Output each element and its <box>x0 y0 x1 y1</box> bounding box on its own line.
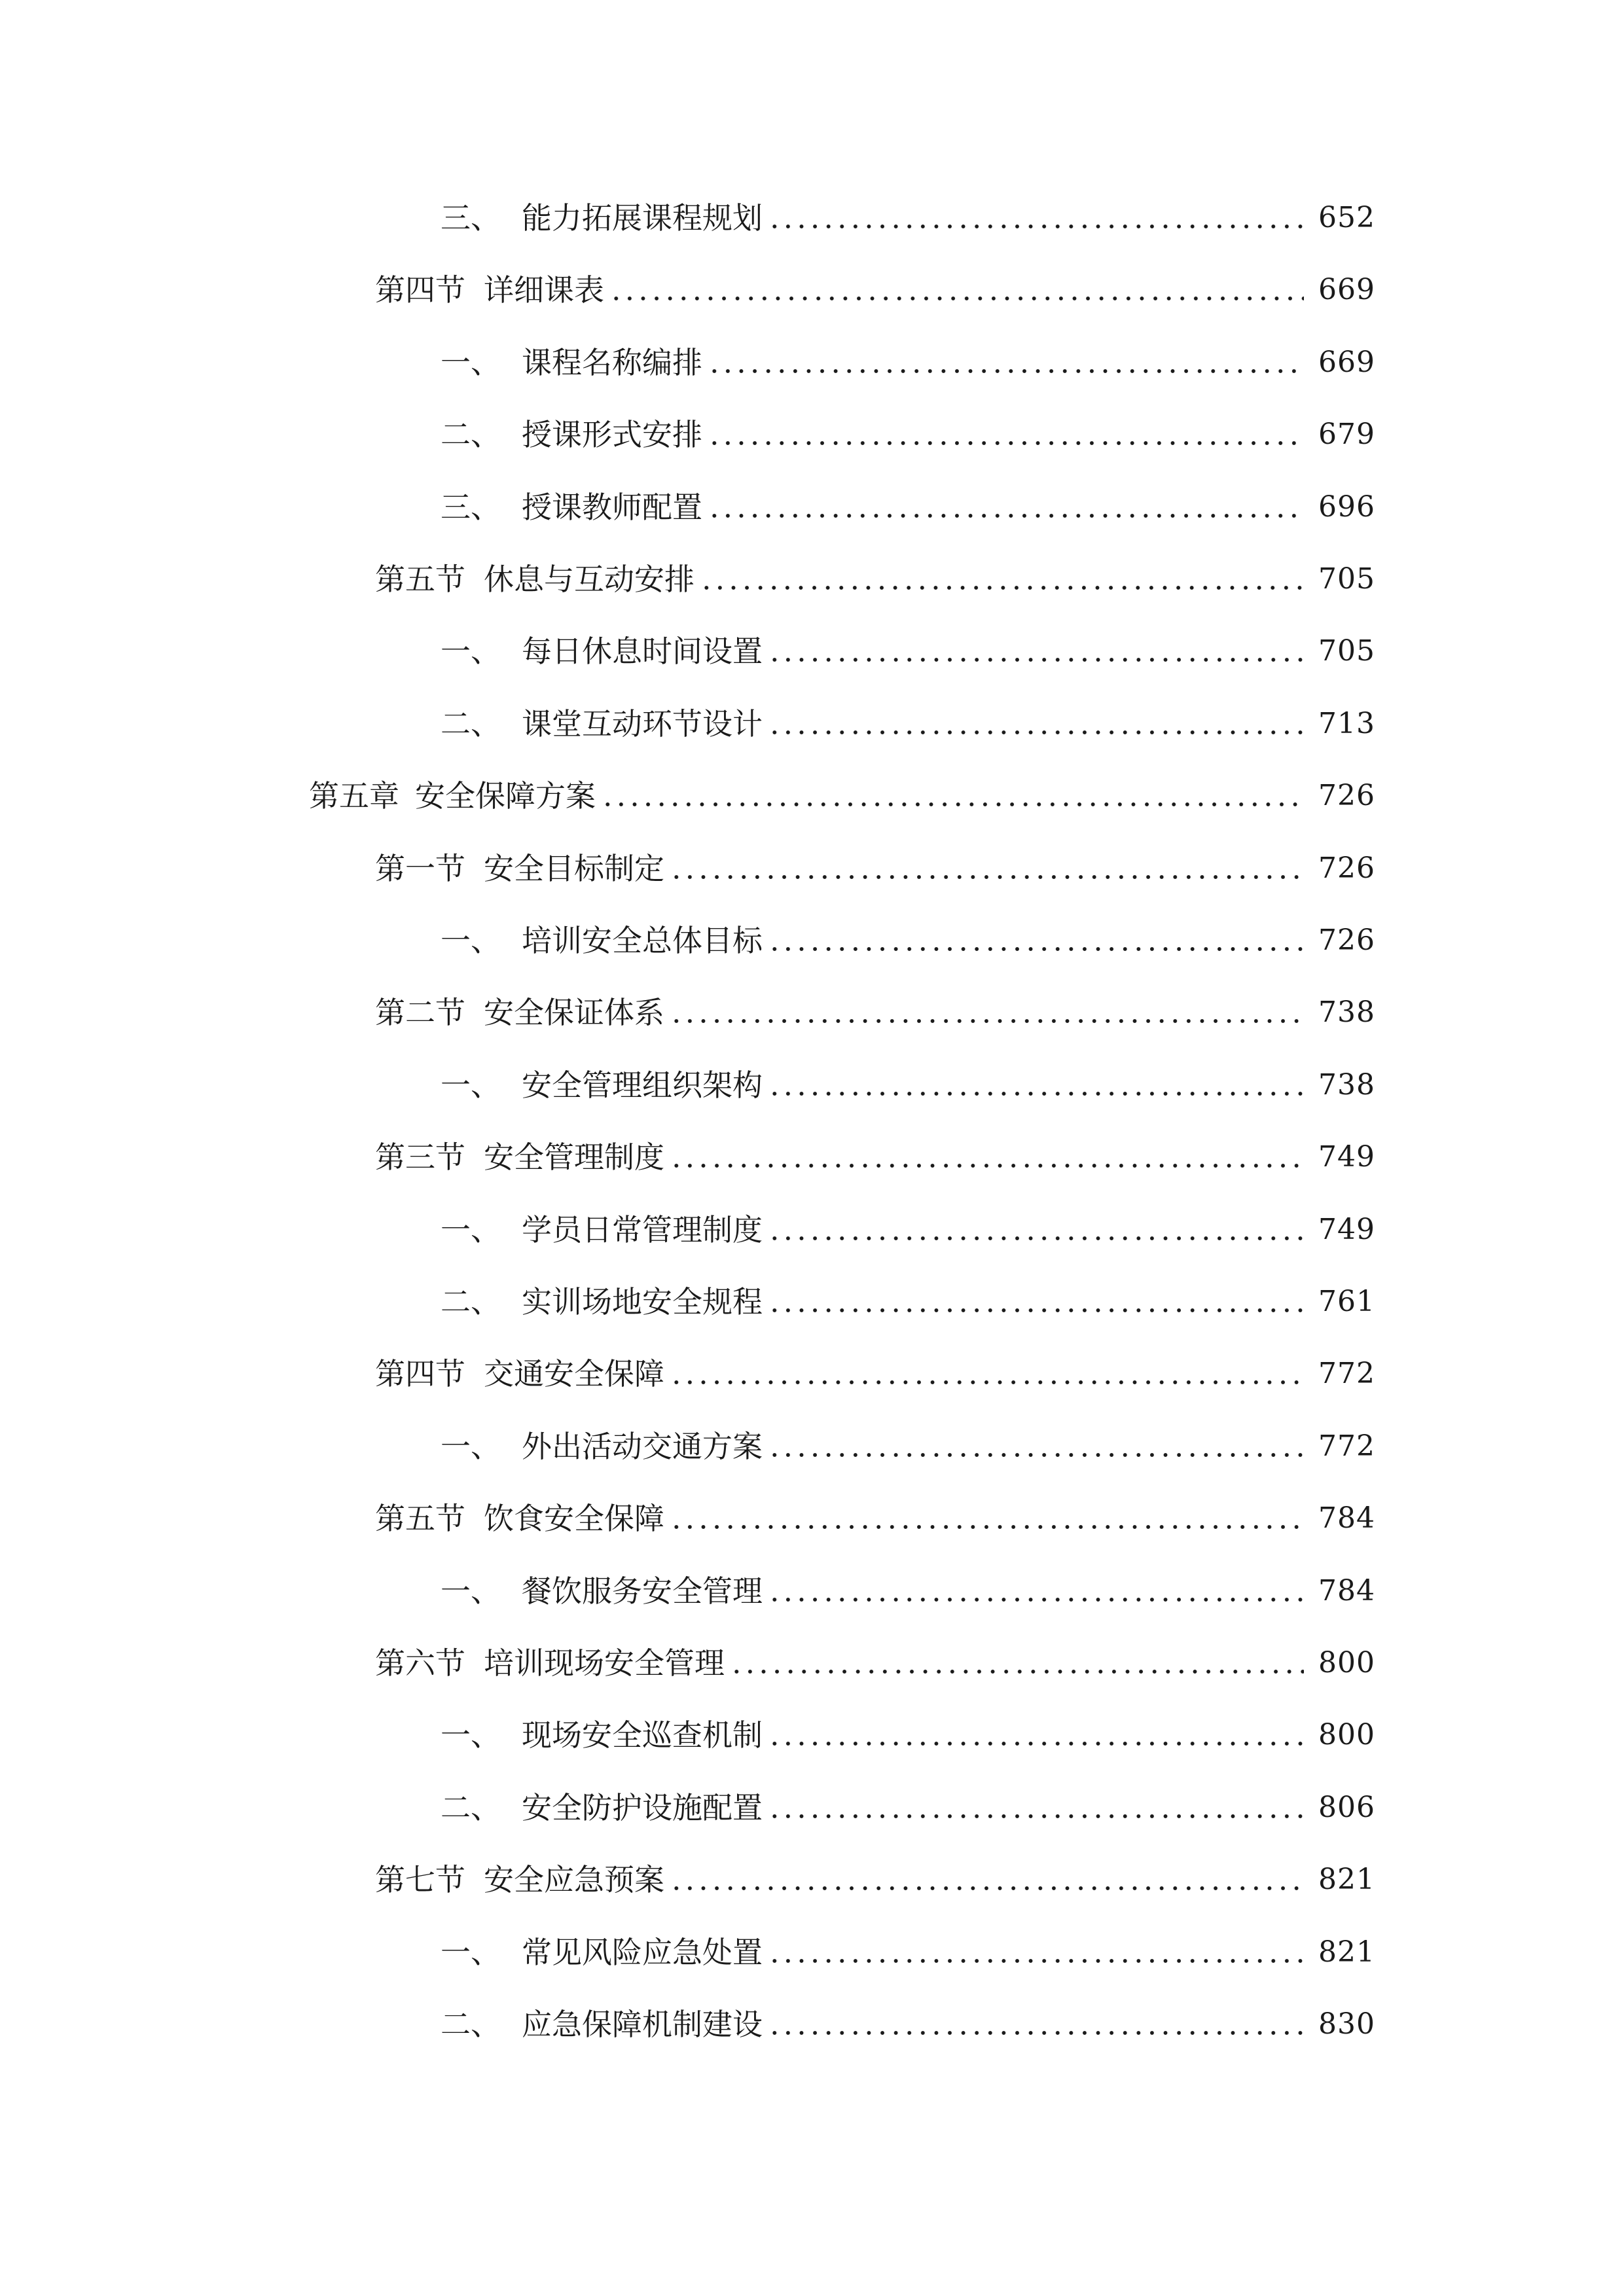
toc-entry[interactable] <box>375 986 1375 1039</box>
toc-entry[interactable] <box>375 264 1375 316</box>
toc-entry-title: 安全管理制度 <box>484 1139 664 1175</box>
toc-entry[interactable] <box>441 1709 1375 1761</box>
toc-entry-number: 第五节 <box>375 1501 465 1537</box>
toc-entry-number: 一、 <box>441 1717 501 1753</box>
dot-leader <box>609 296 1304 300</box>
toc-entry[interactable] <box>441 1998 1375 2051</box>
toc-entry-page-number: 784 <box>1318 1501 1375 1535</box>
toc-entry-number: 一、 <box>441 1428 501 1464</box>
toc-entry-number: 第四节 <box>375 272 465 308</box>
toc-entry-page-number: 761 <box>1318 1285 1375 1318</box>
toc-entry-title: 授课教师配置 <box>522 489 702 525</box>
toc-entry-title: 外出活动交通方案 <box>522 1428 763 1464</box>
toc-entry-title: 培训现场安全管理 <box>484 1645 725 1681</box>
dot-leader <box>700 586 1304 590</box>
toc-entry[interactable] <box>309 770 1375 822</box>
toc-entry-number: 三、 <box>441 489 501 525</box>
toc-entry-page-number: 772 <box>1318 1357 1375 1391</box>
toc-entry-page-number: 652 <box>1318 201 1375 234</box>
toc-entry-title: 课程名称编排 <box>522 344 702 380</box>
toc-entry-number: 第六节 <box>375 1645 465 1681</box>
toc-entry-title: 安全防护设施配置 <box>522 1789 763 1825</box>
dot-leader <box>670 1019 1304 1023</box>
toc-entry-page-number: 800 <box>1318 1646 1375 1679</box>
dot-leader <box>768 1308 1304 1312</box>
toc-entry-title: 能力拓展课程规划 <box>522 200 763 236</box>
toc-entry-title: 现场安全巡查机制 <box>522 1717 763 1753</box>
toc-entry-number: 第三节 <box>375 1139 465 1175</box>
toc-entry[interactable] <box>441 192 1375 244</box>
dot-leader <box>708 369 1304 373</box>
toc-entry-number: 二、 <box>441 417 501 453</box>
toc-entry[interactable] <box>375 1854 1375 1906</box>
dot-leader <box>670 875 1304 879</box>
toc-entry[interactable] <box>375 842 1375 895</box>
toc-entry[interactable] <box>375 1348 1375 1400</box>
toc-entry-number: 第五章 <box>309 778 399 814</box>
toc-entry-number: 二、 <box>441 1284 501 1319</box>
toc-entry[interactable] <box>441 1782 1375 1834</box>
toc-entry[interactable] <box>441 408 1375 461</box>
toc-entry-number: 第四节 <box>375 1356 465 1392</box>
toc-entry-page-number: 713 <box>1318 706 1375 740</box>
dot-leader <box>730 1670 1304 1674</box>
toc-entry[interactable] <box>441 698 1375 750</box>
toc-entry[interactable] <box>441 1276 1375 1328</box>
toc-entry[interactable] <box>441 336 1375 389</box>
dot-leader <box>601 802 1304 806</box>
toc-entry-title: 授课形式安排 <box>522 417 702 453</box>
toc-entry-page-number: 726 <box>1318 851 1375 885</box>
dot-leader <box>768 658 1304 662</box>
toc-entry-title: 应急保障机制建设 <box>522 2007 763 2042</box>
toc-entry[interactable] <box>375 1131 1375 1183</box>
dot-leader <box>768 947 1304 951</box>
toc-entry-title: 课堂互动环节设计 <box>522 706 763 742</box>
dot-leader <box>768 1598 1304 1602</box>
toc-entry-page-number: 772 <box>1318 1429 1375 1463</box>
toc-entry-number: 一、 <box>441 344 501 380</box>
toc-entry[interactable] <box>375 553 1375 605</box>
toc-entry-number: 一、 <box>441 923 501 958</box>
toc-entry-page-number: 696 <box>1318 490 1375 524</box>
toc-entry-title: 安全保证体系 <box>484 995 664 1031</box>
toc-entry-page-number: 738 <box>1318 1067 1375 1102</box>
dot-leader <box>708 441 1304 445</box>
toc-entry-number: 一、 <box>441 634 501 670</box>
dot-leader <box>670 1164 1304 1168</box>
toc-entry-title: 安全目标制定 <box>484 850 664 886</box>
toc-entry-page-number: 726 <box>1318 924 1375 957</box>
toc-entry-title: 常见风险应急处置 <box>522 1934 763 1970</box>
toc-entry-title: 详细课表 <box>484 272 604 308</box>
toc-entry-title: 饮食安全保障 <box>484 1501 664 1537</box>
dot-leader <box>670 1380 1304 1384</box>
toc-entry-page-number: 738 <box>1318 996 1375 1030</box>
dot-leader <box>768 1092 1304 1096</box>
toc-entry-page-number: 784 <box>1318 1573 1375 1607</box>
toc-entry-title: 学员日常管理制度 <box>522 1211 763 1247</box>
toc-entry-page-number: 749 <box>1318 1212 1375 1246</box>
dot-leader <box>768 2031 1304 2035</box>
toc-entry-number: 第二节 <box>375 995 465 1031</box>
toc-entry-title: 安全保障方案 <box>415 778 596 814</box>
toc-entry-page-number: 821 <box>1318 1863 1375 1897</box>
toc-entry-number: 第七节 <box>375 1862 465 1898</box>
toc-entry[interactable] <box>375 1637 1375 1689</box>
dot-leader <box>768 1453 1304 1457</box>
toc-entry-title: 安全管理组织架构 <box>522 1067 763 1103</box>
toc-entry-number: 一、 <box>441 1934 501 1970</box>
toc-entry[interactable] <box>441 481 1375 533</box>
toc-entry[interactable] <box>441 625 1375 677</box>
dot-leader <box>768 224 1304 228</box>
toc-entry-number: 一、 <box>441 1211 501 1247</box>
toc-entry-number: 三、 <box>441 200 501 236</box>
toc-entry-page-number: 669 <box>1318 345 1375 379</box>
toc-entry[interactable] <box>375 1492 1375 1545</box>
dot-leader <box>768 1742 1304 1746</box>
toc-entry-title: 交通安全保障 <box>484 1356 664 1392</box>
toc-entry-page-number: 830 <box>1318 2007 1375 2041</box>
toc-entry-title: 休息与互动安排 <box>484 562 695 597</box>
dot-leader <box>768 1236 1304 1240</box>
toc-entry[interactable] <box>441 1420 1375 1473</box>
toc-entry-page-number: 806 <box>1318 1790 1375 1824</box>
toc-entry-number: 一、 <box>441 1573 501 1609</box>
toc-entry[interactable] <box>441 1926 1375 1979</box>
toc-entry-page-number: 705 <box>1318 562 1375 596</box>
toc-entry-page-number: 705 <box>1318 634 1375 668</box>
dot-leader <box>670 1886 1304 1890</box>
dot-leader <box>768 730 1304 734</box>
toc-entry-page-number: 749 <box>1318 1140 1375 1174</box>
toc-entry-page-number: 726 <box>1318 779 1375 813</box>
dot-leader <box>708 514 1304 518</box>
dot-leader <box>670 1525 1304 1529</box>
toc-entry[interactable] <box>441 1565 1375 1617</box>
toc-entry-page-number: 679 <box>1318 418 1375 452</box>
dot-leader <box>768 1814 1304 1818</box>
toc-entry-title: 安全应急预案 <box>484 1862 664 1898</box>
toc-entry-page-number: 669 <box>1318 273 1375 307</box>
toc-entry-number: 一、 <box>441 1067 501 1103</box>
toc-entry-title: 实训场地安全规程 <box>522 1284 763 1319</box>
toc-entry-page-number: 821 <box>1318 1935 1375 1969</box>
toc-entry-number: 第五节 <box>375 562 465 597</box>
toc-entry-number: 二、 <box>441 2007 501 2042</box>
toc-entry[interactable] <box>441 914 1375 967</box>
dot-leader <box>768 1959 1304 1963</box>
toc-entry-title: 培训安全总体目标 <box>522 923 763 958</box>
toc-entry-title: 每日休息时间设置 <box>522 634 763 670</box>
toc-entry-number: 二、 <box>441 1789 501 1825</box>
toc-entry-title: 餐饮服务安全管理 <box>522 1573 763 1609</box>
toc-entry-number: 第一节 <box>375 850 465 886</box>
toc-entry[interactable] <box>441 1059 1375 1111</box>
toc-entry-page-number: 800 <box>1318 1718 1375 1752</box>
toc-entry-number: 二、 <box>441 706 501 742</box>
toc-entry[interactable] <box>441 1204 1375 1256</box>
